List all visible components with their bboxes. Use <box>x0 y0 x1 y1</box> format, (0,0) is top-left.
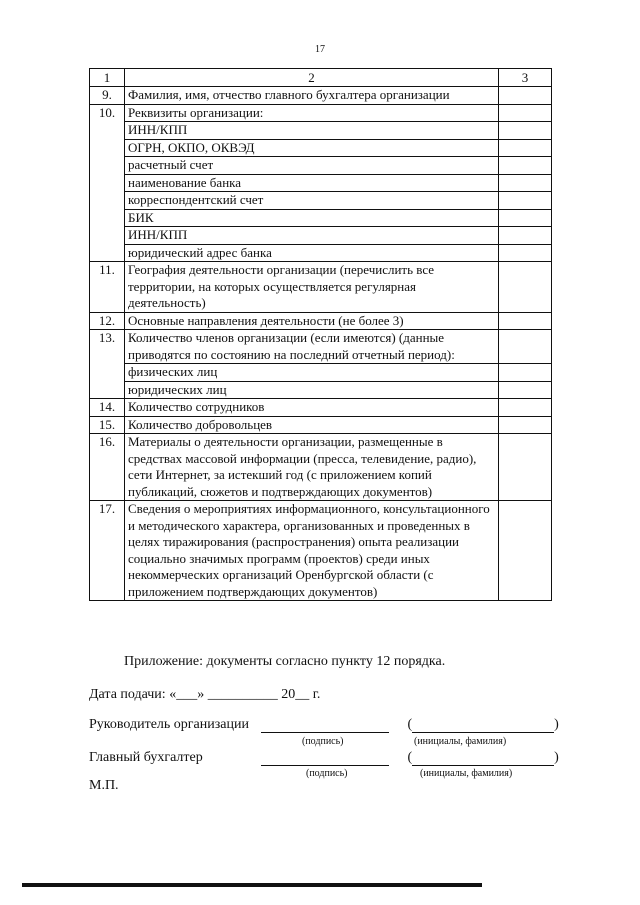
row-text: юридических лиц <box>125 381 499 399</box>
row-text: Материалы о деятельности организации, размещенные в средствах массовой информации (пресса, телевидение, радио), сети Интернет, за истекший год (с приложением копий публикаций, сюжетов и подтверждающих документов) <box>125 434 499 501</box>
head-initials-field[interactable] <box>412 718 554 733</box>
row-value-cell[interactable] <box>499 104 552 122</box>
row-text: БИК <box>125 209 499 227</box>
row-value-cell[interactable] <box>499 209 552 227</box>
row-text: Количество добровольцев <box>125 416 499 434</box>
column-header-1: 1 <box>90 69 125 87</box>
row-value-cell[interactable] <box>499 312 552 330</box>
row-text: Количество членов организации (если имеются) (данные приводятся по состоянию на последний отчетный период): <box>125 330 499 364</box>
row-number: 9. <box>90 87 125 105</box>
head-label: Руководитель организации <box>89 717 249 732</box>
row-value-cell[interactable] <box>499 364 552 382</box>
row-number: 11. <box>90 262 125 313</box>
row-value-cell[interactable] <box>499 262 552 313</box>
row-text: Фамилия, имя, отчество главного бухгалтера организации <box>125 87 499 105</box>
row-value-cell[interactable] <box>499 174 552 192</box>
row-number: 12. <box>90 312 125 330</box>
table-row <box>90 399 552 417</box>
row-value-cell[interactable] <box>499 330 552 364</box>
signature-caption: (подпись) <box>302 736 344 747</box>
close-paren: ) <box>554 717 559 732</box>
table-row <box>90 227 552 245</box>
application-form-table <box>89 68 552 601</box>
open-paren: ( <box>407 750 413 765</box>
stamp-place: М.П. <box>89 778 119 793</box>
row-text: юридический адрес банка <box>125 244 499 262</box>
row-text: ИНН/КПП <box>125 227 499 245</box>
row-number: 14. <box>90 399 125 417</box>
row-text: Реквизиты организации: <box>125 104 499 122</box>
row-text: ИНН/КПП <box>125 122 499 140</box>
submission-date-line: Дата подачи: «___» __________ 20__ г. <box>89 687 321 702</box>
column-header-2: 2 <box>125 69 499 87</box>
open-paren: ( <box>407 717 413 732</box>
table-header-row <box>90 69 552 87</box>
table-row <box>90 174 552 192</box>
table-row <box>90 87 552 105</box>
table-row <box>90 501 552 601</box>
accountant-signature-field[interactable] <box>261 751 389 766</box>
row-value-cell[interactable] <box>499 434 552 501</box>
row-value-cell[interactable] <box>499 381 552 399</box>
row-value-cell[interactable] <box>499 501 552 601</box>
accountant-initials-field[interactable] <box>412 751 554 766</box>
footer-rule <box>22 883 482 887</box>
table-row <box>90 416 552 434</box>
page-number: 17 <box>315 44 325 55</box>
row-text: Сведения о мероприятиях информационного, консультационного и методического характера, организованных и проведенных в целях тиражирования (распространения) опыта реализации социально значимых программ (проектов) среди иных некоммерческих организаций Оренбургской области (с приложением подтверждающих документов) <box>125 501 499 601</box>
table-row <box>90 330 552 364</box>
row-text: корреспондентский счет <box>125 192 499 210</box>
initials-caption: (инициалы, фамилия) <box>420 768 513 779</box>
table-row <box>90 139 552 157</box>
row-number: 15. <box>90 416 125 434</box>
table-row <box>90 312 552 330</box>
head-signature-row <box>89 717 559 733</box>
row-number: 13. <box>90 330 125 399</box>
row-value-cell[interactable] <box>499 87 552 105</box>
table-row <box>90 364 552 382</box>
row-value-cell[interactable] <box>499 192 552 210</box>
head-signature-field[interactable] <box>261 718 389 733</box>
close-paren: ) <box>554 750 559 765</box>
table-row <box>90 122 552 140</box>
row-number: 10. <box>90 104 125 262</box>
table-row <box>90 244 552 262</box>
accountant-label: Главный бухгалтер <box>89 750 203 765</box>
signature-caption: (подпись) <box>306 768 348 779</box>
table-row <box>90 262 552 313</box>
appendix-note: Приложение: документы согласно пункту 12 порядка. <box>124 654 446 669</box>
row-text: ОГРН, ОКПО, ОКВЭД <box>125 139 499 157</box>
row-value-cell[interactable] <box>499 399 552 417</box>
row-value-cell[interactable] <box>499 227 552 245</box>
row-text: физических лиц <box>125 364 499 382</box>
row-text: наименование банка <box>125 174 499 192</box>
row-text: Количество сотрудников <box>125 399 499 417</box>
row-value-cell[interactable] <box>499 122 552 140</box>
row-text: География деятельности организации (перечислить все территории, на которых осуществляется регулярная деятельность) <box>125 262 499 313</box>
table-row <box>90 381 552 399</box>
column-header-3: 3 <box>499 69 552 87</box>
accountant-signature-row <box>89 750 559 766</box>
row-value-cell[interactable] <box>499 157 552 175</box>
row-value-cell[interactable] <box>499 139 552 157</box>
table-row <box>90 192 552 210</box>
row-text: расчетный счет <box>125 157 499 175</box>
row-number: 17. <box>90 501 125 601</box>
row-value-cell[interactable] <box>499 416 552 434</box>
table-row <box>90 104 552 122</box>
row-number: 16. <box>90 434 125 501</box>
row-text: Основные направления деятельности (не более 3) <box>125 312 499 330</box>
table-row <box>90 157 552 175</box>
initials-caption: (инициалы, фамилия) <box>414 736 507 747</box>
row-value-cell[interactable] <box>499 244 552 262</box>
table-row <box>90 434 552 501</box>
table-row <box>90 209 552 227</box>
